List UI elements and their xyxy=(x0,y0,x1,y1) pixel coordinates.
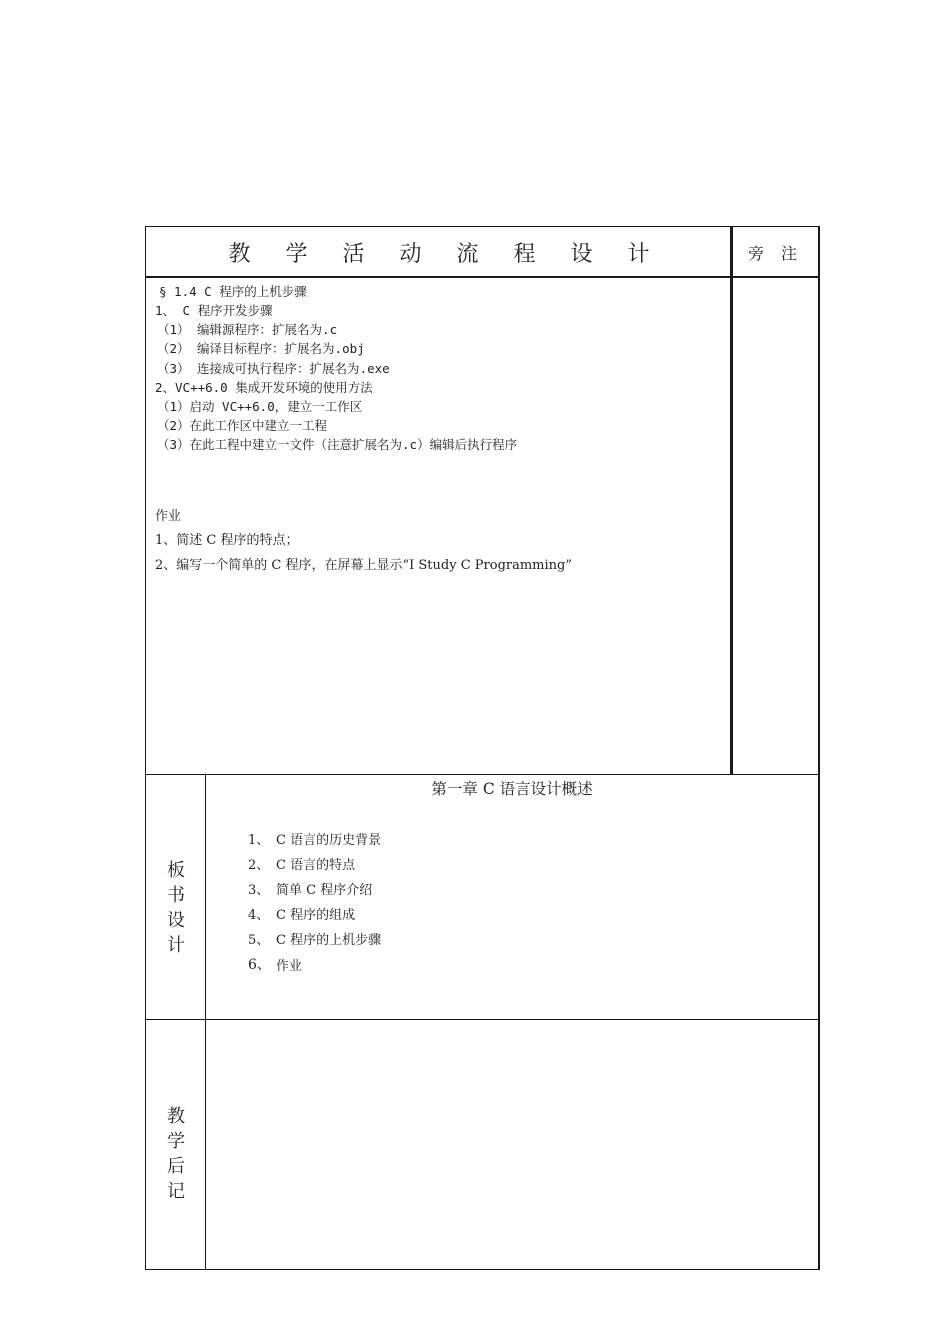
board-divider-top xyxy=(145,774,820,775)
list-item: C 语言的特点 xyxy=(276,858,356,873)
list-item-number: 1、 xyxy=(248,833,270,848)
homework-heading: 作业 xyxy=(155,509,182,524)
label-char: 板 xyxy=(167,860,185,881)
list-item: C 程序的上机步骤 xyxy=(276,933,382,948)
label-char: 学 xyxy=(167,1131,185,1152)
list-item-number: 6、 xyxy=(248,957,271,973)
list-item: 简单 C 程序介绍 xyxy=(276,883,373,898)
label-char: 后 xyxy=(167,1156,185,1177)
board-divider-bottom xyxy=(145,1019,820,1020)
label-char: 计 xyxy=(167,935,185,956)
section-title: 教 学 活 动 流 程 设 计 xyxy=(228,241,664,267)
side-note-header: 旁 注 xyxy=(747,243,804,263)
label-char: 记 xyxy=(167,1181,185,1202)
section-heading: § 1.4 C 程序的上机步骤 xyxy=(159,284,307,299)
content-line: （3） 连接成可执行程序：扩展名为.exe xyxy=(157,361,390,376)
label-char: 设 xyxy=(167,910,185,931)
content-line: （2）在此工作区中建立一工程 xyxy=(157,418,328,433)
label-char: 教 xyxy=(167,1106,185,1127)
content-line: 2、VC++6.0 集成开发环境的使用方法 xyxy=(155,380,373,395)
content-line: （3）在此工程中建立一文件（注意扩展名为.c）编辑后执行程序 xyxy=(157,437,518,452)
homework-item: 2、编写一个简单的 C 程序，在屏幕上显示“I Study C Programming” xyxy=(155,558,573,573)
table-border-top xyxy=(145,226,819,227)
homework-item: 1、简述 C 程序的特点； xyxy=(155,533,299,548)
list-item-number: 3、 xyxy=(248,883,270,898)
list-item: C 语言的历史背景 xyxy=(276,833,382,848)
board-design-label xyxy=(147,858,205,958)
list-item: 作业 xyxy=(276,959,303,974)
list-item-number: 5、 xyxy=(248,933,270,948)
content-line: （2） 编译目标程序：扩展名为.obj xyxy=(157,341,365,356)
table-border-right xyxy=(818,226,820,1270)
label-column-divider xyxy=(205,774,206,1270)
list-item: C 程序的组成 xyxy=(276,908,356,923)
side-column-divider xyxy=(730,226,733,775)
teaching-notes-label xyxy=(147,1104,205,1204)
board-title: 第一章 C 语言设计概述 xyxy=(431,780,593,798)
list-item-number: 2、 xyxy=(248,858,270,873)
content-line: 1、 C 程序开发步骤 xyxy=(155,303,273,318)
header-divider xyxy=(145,276,820,278)
table-border-left xyxy=(145,226,146,1270)
list-item-number: 4、 xyxy=(248,908,270,923)
content-line: （1）启动 VC++6.0，建立一工作区 xyxy=(157,399,363,414)
content-line: （1） 编辑源程序：扩展名为.c xyxy=(157,322,338,337)
table-border-bottom xyxy=(145,1269,820,1270)
label-char: 书 xyxy=(167,885,185,906)
